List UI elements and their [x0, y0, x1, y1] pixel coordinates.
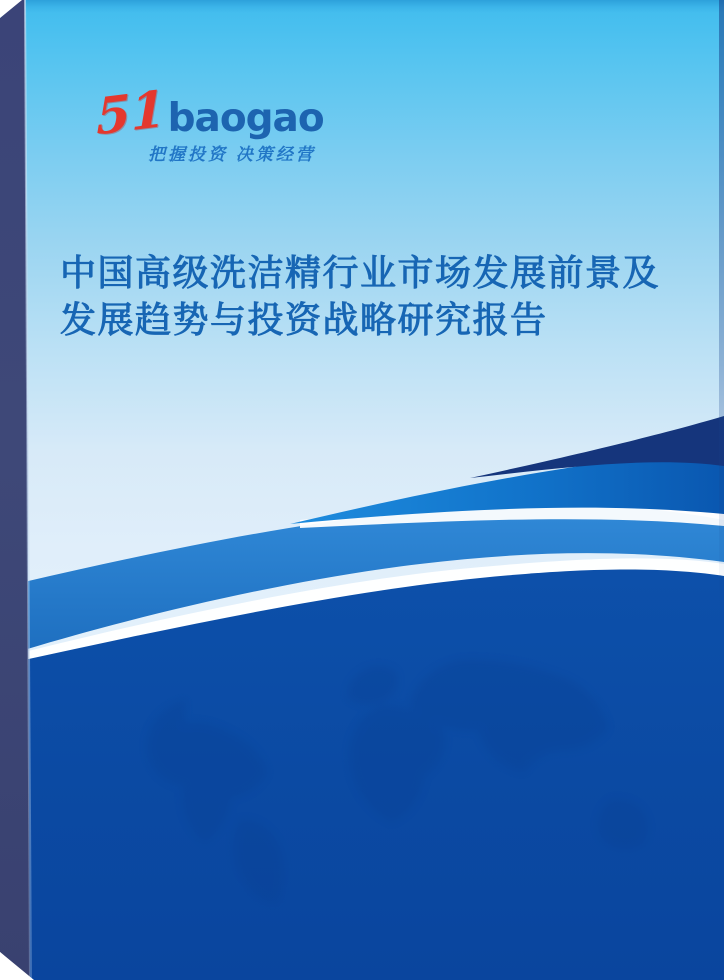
report-title: [60, 250, 680, 344]
logo-baogao-wordmark: baogao: [167, 96, 324, 141]
report-title-line1: 中国高级洗洁精行业市场发展前景及: [60, 253, 661, 294]
right-edge-shading: [719, 0, 724, 608]
logo-row: [95, 78, 324, 147]
report-title-line2: 发展趋势与投资战略研究报告: [60, 300, 548, 341]
brand-logo: [95, 78, 324, 164]
logo-51-mark: 51: [95, 78, 166, 147]
brand-tagline: 把握投资 决策经营: [148, 145, 316, 164]
